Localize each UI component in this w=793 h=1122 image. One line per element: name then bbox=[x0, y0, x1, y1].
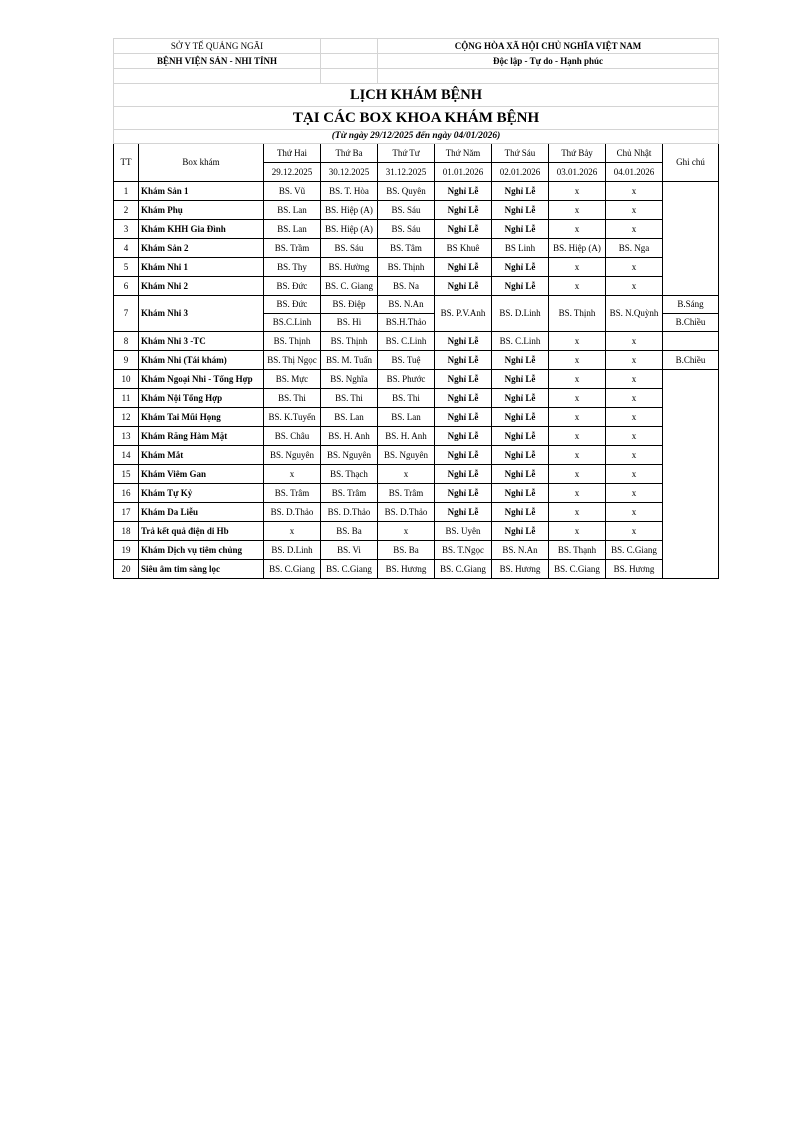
schedule-cell: BS. T. Hòa bbox=[321, 182, 378, 201]
schedule-cell: x bbox=[606, 182, 663, 201]
schedule-cell: BS. Thịnh bbox=[264, 332, 321, 351]
schedule-cell: Nghỉ Lễ bbox=[492, 277, 549, 296]
schedule-cell: BS. C. Giang bbox=[321, 277, 378, 296]
box-name: Khám Mắt bbox=[139, 446, 264, 465]
schedule-cell: x bbox=[549, 389, 606, 408]
table-row bbox=[114, 503, 719, 522]
schedule-cell: x bbox=[606, 220, 663, 239]
schedule-cell: BS. Ba bbox=[378, 541, 435, 560]
table-row bbox=[114, 370, 719, 389]
org-name: SỞ Y TẾ QUẢNG NGÃI bbox=[114, 39, 321, 54]
table-row bbox=[114, 389, 719, 408]
box-name: Khám Nhi 3 -TC bbox=[139, 332, 264, 351]
schedule-cell: Nghỉ Lễ bbox=[435, 465, 492, 484]
schedule-cell: x bbox=[606, 465, 663, 484]
schedule-cell: BS. D.Linh bbox=[264, 541, 321, 560]
box-name: Khám Nhi 2 bbox=[139, 277, 264, 296]
table-row bbox=[114, 484, 719, 503]
box-name: Khám KHH Gia Đình bbox=[139, 220, 264, 239]
table-row bbox=[114, 258, 719, 277]
col-header-tt: TT bbox=[114, 144, 139, 182]
schedule-cell: BS. Trâm bbox=[321, 484, 378, 503]
schedule-cell: BS. C.Linh bbox=[378, 332, 435, 351]
schedule-cell: Nghỉ Lễ bbox=[492, 370, 549, 389]
col-header-day: Thứ Hai bbox=[264, 144, 321, 163]
col-header-date: 02.01.2026 bbox=[492, 163, 549, 182]
schedule-cell: BS. Mực bbox=[264, 370, 321, 389]
schedule-table bbox=[113, 38, 719, 579]
schedule-cell: BS. Trầm bbox=[264, 239, 321, 258]
schedule-cell: x bbox=[549, 484, 606, 503]
schedule-cell: BS. Lan bbox=[264, 201, 321, 220]
note-cell: B.Chiều bbox=[663, 314, 719, 332]
col-header-note: Ghi chú bbox=[663, 144, 719, 182]
schedule-cell: BS. Thịnh bbox=[378, 258, 435, 277]
table-row bbox=[114, 446, 719, 465]
schedule-cell: BS. Hương bbox=[492, 560, 549, 579]
table-row bbox=[114, 201, 719, 220]
col-header-date: 04.01.2026 bbox=[606, 163, 663, 182]
schedule-cell: BS. Nghĩa bbox=[321, 370, 378, 389]
schedule-cell: Nghỉ Lễ bbox=[492, 465, 549, 484]
hospital-name: BỆNH VIỆN SẢN - NHI TỈNH bbox=[114, 54, 321, 69]
schedule-cell: BS. Hiệp (A) bbox=[321, 201, 378, 220]
schedule-cell: x bbox=[549, 258, 606, 277]
table-row bbox=[114, 541, 719, 560]
schedule-cell: BS. Tuệ bbox=[378, 351, 435, 370]
schedule-cell: Nghỉ Lễ bbox=[492, 503, 549, 522]
schedule-cell: x bbox=[549, 427, 606, 446]
schedule-cell: BS. Nguyên bbox=[378, 446, 435, 465]
schedule-cell: BS. Nguyên bbox=[264, 446, 321, 465]
schedule-cell: x bbox=[606, 258, 663, 277]
box-name: Khám Ngoại Nhi - Tổng Hợp bbox=[139, 370, 264, 389]
schedule-cell: Nghỉ Lễ bbox=[492, 522, 549, 541]
schedule-cell: BS. Hiệp (A) bbox=[321, 220, 378, 239]
schedule-cell: Nghỉ Lễ bbox=[435, 332, 492, 351]
row-number: 10 bbox=[114, 370, 139, 389]
schedule-cell: Nghỉ Lễ bbox=[435, 351, 492, 370]
schedule-cell: x bbox=[606, 277, 663, 296]
schedule-cell: Nghỉ Lễ bbox=[435, 389, 492, 408]
schedule-cell: BS. Sáu bbox=[321, 239, 378, 258]
schedule-cell: BS. Vi bbox=[321, 541, 378, 560]
box-name: Khám Tai Mũi Họng bbox=[139, 408, 264, 427]
row-number: 1 bbox=[114, 182, 139, 201]
row-number: 18 bbox=[114, 522, 139, 541]
schedule-cell: Nghỉ Lễ bbox=[435, 201, 492, 220]
page-subtitle: TẠI CÁC BOX KHOA KHÁM BỆNH bbox=[114, 107, 719, 130]
schedule-cell: BS. H. Anh bbox=[321, 427, 378, 446]
schedule-cell: x bbox=[606, 427, 663, 446]
schedule-cell: BS. Đức bbox=[264, 296, 321, 314]
table-row bbox=[114, 182, 719, 201]
row-number: 5 bbox=[114, 258, 139, 277]
table-row bbox=[114, 351, 719, 370]
schedule-cell: x bbox=[549, 408, 606, 427]
col-header-date: 30.12.2025 bbox=[321, 163, 378, 182]
row-number: 17 bbox=[114, 503, 139, 522]
schedule-cell: x bbox=[378, 522, 435, 541]
box-name: Khám Tự Kỷ bbox=[139, 484, 264, 503]
row-number: 19 bbox=[114, 541, 139, 560]
schedule-cell: BS. Thi bbox=[321, 389, 378, 408]
schedule-cell: Nghỉ Lễ bbox=[435, 484, 492, 503]
row-number: 15 bbox=[114, 465, 139, 484]
schedule-cell: x bbox=[549, 220, 606, 239]
box-name: Siêu âm tim sàng lọc bbox=[139, 560, 264, 579]
schedule-cell: BS. Thị Ngọc bbox=[264, 351, 321, 370]
col-header-day: Thứ Tư bbox=[378, 144, 435, 163]
schedule-cell: x bbox=[549, 370, 606, 389]
schedule-cell: Nghỉ Lễ bbox=[435, 220, 492, 239]
box-name: Khám Dịch vụ tiêm chủng bbox=[139, 541, 264, 560]
schedule-cell: Nghỉ Lễ bbox=[492, 389, 549, 408]
schedule-cell: BS. Hi bbox=[321, 314, 378, 332]
schedule-cell: x bbox=[264, 522, 321, 541]
table-row bbox=[114, 465, 719, 484]
schedule-cell: BS. Hương bbox=[606, 560, 663, 579]
note-cell bbox=[663, 370, 719, 579]
row-number: 13 bbox=[114, 427, 139, 446]
table-row bbox=[114, 239, 719, 258]
schedule-cell: x bbox=[606, 351, 663, 370]
row-number: 16 bbox=[114, 484, 139, 503]
box-name: Khám Nội Tổng Hợp bbox=[139, 389, 264, 408]
schedule-cell: BS. Na bbox=[378, 277, 435, 296]
schedule-cell: BS Linh bbox=[492, 239, 549, 258]
col-header-day: Chủ Nhật bbox=[606, 144, 663, 163]
schedule-cell: BS. K.Tuyến bbox=[264, 408, 321, 427]
schedule-cell: x bbox=[549, 446, 606, 465]
schedule-cell: BS. D.Linh bbox=[492, 296, 549, 332]
schedule-cell: Nghỉ Lễ bbox=[435, 427, 492, 446]
box-name: Khám Phụ bbox=[139, 201, 264, 220]
table-row bbox=[114, 408, 719, 427]
schedule-cell: Nghỉ Lễ bbox=[435, 258, 492, 277]
col-header-day: Thứ Bảy bbox=[549, 144, 606, 163]
box-name: Khám Nhi 3 bbox=[139, 296, 264, 332]
schedule-cell: BS. Châu bbox=[264, 427, 321, 446]
schedule-cell: BS. Thịnh bbox=[549, 296, 606, 332]
country-name: CỘNG HÒA XÃ HỘI CHỦ NGHĨA VIỆT NAM bbox=[378, 39, 719, 54]
schedule-cell: Nghỉ Lễ bbox=[492, 201, 549, 220]
schedule-cell: BS Khuê bbox=[435, 239, 492, 258]
table-row bbox=[114, 522, 719, 541]
schedule-cell: x bbox=[606, 408, 663, 427]
schedule-cell: BS. C.Giang bbox=[435, 560, 492, 579]
schedule-cell: BS. Trâm bbox=[264, 484, 321, 503]
row-number: 3 bbox=[114, 220, 139, 239]
row-number: 4 bbox=[114, 239, 139, 258]
schedule-cell: BS. Thi bbox=[264, 389, 321, 408]
schedule-cell: BS. Thịnh bbox=[321, 332, 378, 351]
table-row bbox=[114, 220, 719, 239]
table-row bbox=[114, 560, 719, 579]
schedule-cell: BS. Hiệp (A) bbox=[549, 239, 606, 258]
schedule-cell: BS. P.V.Anh bbox=[435, 296, 492, 332]
schedule-cell: Nghỉ Lễ bbox=[492, 446, 549, 465]
schedule-cell: x bbox=[264, 465, 321, 484]
box-name: Khám Sản 2 bbox=[139, 239, 264, 258]
schedule-cell: Nghỉ Lễ bbox=[435, 503, 492, 522]
schedule-cell: BS. Nga bbox=[606, 239, 663, 258]
note-cell: B.Sáng bbox=[663, 296, 719, 314]
schedule-cell: BS. H. Anh bbox=[378, 427, 435, 446]
box-name: Khám Nhi 1 bbox=[139, 258, 264, 277]
row-number: 7 bbox=[114, 296, 139, 332]
box-name: Trả kết quả điện di Hb bbox=[139, 522, 264, 541]
schedule-cell: BS. Thy bbox=[264, 258, 321, 277]
schedule-cell: BS. Lan bbox=[378, 408, 435, 427]
row-number: 14 bbox=[114, 446, 139, 465]
box-name: Khám Viêm Gan bbox=[139, 465, 264, 484]
schedule-cell: BS. Đức bbox=[264, 277, 321, 296]
table-row bbox=[114, 296, 719, 314]
schedule-cell: x bbox=[606, 370, 663, 389]
schedule-cell: BS. Lan bbox=[264, 220, 321, 239]
schedule-cell: BS. Tâm bbox=[378, 239, 435, 258]
schedule-cell: BS. Uyên bbox=[435, 522, 492, 541]
schedule-cell: x bbox=[606, 389, 663, 408]
col-header-day: Thứ Năm bbox=[435, 144, 492, 163]
row-number: 20 bbox=[114, 560, 139, 579]
schedule-cell: Nghỉ Lễ bbox=[435, 408, 492, 427]
schedule-cell: BS. Thạch bbox=[321, 465, 378, 484]
col-header-day: Thứ Ba bbox=[321, 144, 378, 163]
schedule-cell: Nghỉ Lễ bbox=[435, 446, 492, 465]
col-header-date: 29.12.2025 bbox=[264, 163, 321, 182]
schedule-cell: BS. Ba bbox=[321, 522, 378, 541]
schedule-cell: BS. Trâm bbox=[378, 484, 435, 503]
schedule-cell: BS. N.An bbox=[492, 541, 549, 560]
schedule-cell: BS.H.Thảo bbox=[378, 314, 435, 332]
schedule-cell: BS. D.Thảo bbox=[321, 503, 378, 522]
schedule-cell: BS. Sáu bbox=[378, 201, 435, 220]
note-cell: B.Chiều bbox=[663, 351, 719, 370]
schedule-cell: x bbox=[606, 201, 663, 220]
note-cell bbox=[663, 332, 719, 351]
schedule-cell: Nghỉ Lễ bbox=[492, 258, 549, 277]
schedule-cell: x bbox=[378, 465, 435, 484]
col-header-day: Thứ Sáu bbox=[492, 144, 549, 163]
schedule-cell: Nghỉ Lễ bbox=[492, 408, 549, 427]
table-row bbox=[114, 277, 719, 296]
row-number: 6 bbox=[114, 277, 139, 296]
schedule-cell: BS. Nguyên bbox=[321, 446, 378, 465]
schedule-cell: x bbox=[549, 522, 606, 541]
row-number: 12 bbox=[114, 408, 139, 427]
schedule-cell: BS. C.Linh bbox=[492, 332, 549, 351]
schedule-cell: BS. N.An bbox=[378, 296, 435, 314]
schedule-cell: Nghỉ Lễ bbox=[492, 484, 549, 503]
schedule-cell: BS. D.Thảo bbox=[264, 503, 321, 522]
col-header-date: 01.01.2026 bbox=[435, 163, 492, 182]
schedule-cell: BS. Thi bbox=[378, 389, 435, 408]
schedule-cell: x bbox=[606, 484, 663, 503]
date-range: (Từ ngày 29/12/2025 đến ngày 04/01/2026) bbox=[114, 130, 719, 144]
schedule-cell: x bbox=[549, 503, 606, 522]
schedule-cell: x bbox=[606, 503, 663, 522]
schedule-cell: x bbox=[606, 332, 663, 351]
schedule-cell: BS. Sáu bbox=[378, 220, 435, 239]
schedule-cell: BS. Hương bbox=[378, 560, 435, 579]
box-name: Khám Da Liễu bbox=[139, 503, 264, 522]
schedule-cell: BS.C.Linh bbox=[264, 314, 321, 332]
schedule-cell: Nghỉ Lễ bbox=[492, 220, 549, 239]
row-number: 2 bbox=[114, 201, 139, 220]
col-header-date: 31.12.2025 bbox=[378, 163, 435, 182]
schedule-cell: Nghỉ Lễ bbox=[492, 427, 549, 446]
schedule-cell: BS. Quyên bbox=[378, 182, 435, 201]
schedule-cell: BS. D.Thảo bbox=[378, 503, 435, 522]
row-number: 8 bbox=[114, 332, 139, 351]
schedule-cell: BS. C.Giang bbox=[549, 560, 606, 579]
schedule-cell: Nghỉ Lễ bbox=[435, 277, 492, 296]
schedule-cell: BS. Lan bbox=[321, 408, 378, 427]
box-name: Khám Sản 1 bbox=[139, 182, 264, 201]
schedule-cell: BS. N.Quỳnh bbox=[606, 296, 663, 332]
schedule-cell: BS. Phước bbox=[378, 370, 435, 389]
table-row bbox=[114, 332, 719, 351]
schedule-cell: x bbox=[549, 351, 606, 370]
schedule-cell: Nghỉ Lễ bbox=[435, 370, 492, 389]
motto: Độc lập - Tự do - Hạnh phúc bbox=[378, 54, 719, 69]
schedule-cell: BS. Vũ bbox=[264, 182, 321, 201]
row-number: 11 bbox=[114, 389, 139, 408]
schedule-cell: BS. Hường bbox=[321, 258, 378, 277]
col-header-box: Box khám bbox=[139, 144, 264, 182]
schedule-cell: BS. Điệp bbox=[321, 296, 378, 314]
schedule-cell: BS. M. Tuấn bbox=[321, 351, 378, 370]
box-name: Khám Răng Hàm Mặt bbox=[139, 427, 264, 446]
schedule-cell: BS. Thạnh bbox=[549, 541, 606, 560]
row-number: 9 bbox=[114, 351, 139, 370]
col-header-date: 03.01.2026 bbox=[549, 163, 606, 182]
schedule-cell: Nghỉ Lễ bbox=[435, 182, 492, 201]
schedule-cell: x bbox=[549, 277, 606, 296]
schedule-cell: x bbox=[549, 201, 606, 220]
schedule-cell: x bbox=[606, 522, 663, 541]
schedule-cell: x bbox=[549, 182, 606, 201]
box-name: Khám Nhi (Tái khám) bbox=[139, 351, 264, 370]
schedule-cell: Nghỉ Lễ bbox=[492, 351, 549, 370]
schedule-cell: BS. C.Giang bbox=[264, 560, 321, 579]
schedule-cell: BS. T.Ngọc bbox=[435, 541, 492, 560]
schedule-cell: BS. C.Giang bbox=[321, 560, 378, 579]
schedule-cell: x bbox=[549, 332, 606, 351]
note-cell bbox=[663, 182, 719, 296]
schedule-cell: x bbox=[549, 465, 606, 484]
schedule-cell: BS. C.Giang bbox=[606, 541, 663, 560]
table-row bbox=[114, 427, 719, 446]
schedule-cell: Nghỉ Lễ bbox=[492, 182, 549, 201]
page-title: LỊCH KHÁM BỆNH bbox=[114, 84, 719, 107]
schedule-cell: x bbox=[606, 446, 663, 465]
